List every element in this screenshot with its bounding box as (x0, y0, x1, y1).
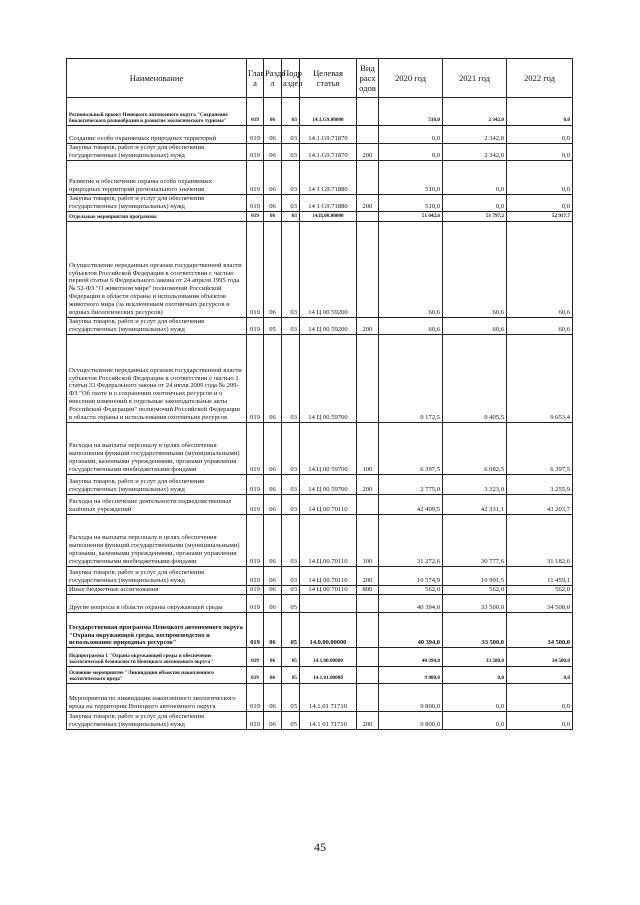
cell-y2020: 40 394,0 (379, 648, 443, 667)
header-podrazdel: Подр аздел (282, 59, 300, 98)
cell-y2020: 31 272,6 (379, 515, 443, 567)
cell-podrazdel: 03 (282, 98, 300, 126)
cell-y2020: 60,6 (379, 318, 443, 335)
cell-glava: 019 (247, 586, 264, 595)
table-row (67, 515, 573, 567)
page-number: 45 (314, 840, 326, 854)
cell-vid (357, 222, 379, 318)
cell-statya: 14.1.G9.71870 (300, 144, 357, 161)
cell-name: Осуществление переданных органам государственной власти субъектов Российской Федерации в соответствии с частью первой статьи 6 Федерального закона от 24 апреля 1995 года № 52-ФЗ "О животном мире" полномочий Российской Федерации в области охраны и использования объектов животного мира (за исключением охотничьих ресурсов и водных биологических ресурсов) (67, 222, 247, 318)
cell-razdel: 06 (264, 567, 282, 586)
cell-name: Государственная программа Ненецкого автономного округа "Охрана окружающей среды, воспроизводство и использование природных ресурсов" (67, 613, 247, 648)
header-razdel: Разде л (264, 59, 282, 98)
cell-y2022: 9 653,4 (507, 335, 573, 423)
cell-y2020: 562,0 (379, 586, 443, 595)
cell-glava: 019 (247, 335, 264, 423)
cell-y2022: 0,0 (507, 195, 573, 212)
cell-razdel: 06 (264, 667, 282, 684)
cell-razdel: 06 (264, 423, 282, 475)
cell-name: Региональный проект Ненецкого автономного округа "Сохранение биологического разнообразия и развитие экологического туризма" (67, 98, 247, 126)
cell-name: Закупка товаров, работ и услуг для обеспечения государственных (муниципальных) нужд (67, 475, 247, 495)
cell-y2022: 562,0 (507, 586, 573, 595)
cell-glava: 019 (247, 195, 264, 212)
cell-podrazdel: 03 (282, 144, 300, 161)
cell-vid (357, 495, 379, 515)
cell-y2020: 42 409,5 (379, 495, 443, 515)
cell-y2021: 0,0 (443, 684, 507, 712)
cell-y2022: 0,0 (507, 684, 573, 712)
cell-name: Основное мероприятие "Ликвидация объектов накопленного экологического вреда" (67, 667, 247, 684)
cell-y2022: 3 255,9 (507, 475, 573, 495)
cell-name: Отдельные мероприятия программы (67, 212, 247, 222)
table-row (67, 195, 573, 212)
cell-glava: 019 (247, 613, 264, 648)
cell-razdel: 06 (264, 475, 282, 495)
cell-razdel: 06 (264, 495, 282, 515)
cell-podrazdel: 03 (282, 212, 300, 222)
cell-name: Мероприятия по ликвидации накопленного экологического вреда на территории Ненецкого автономного округа (67, 684, 247, 712)
cell-statya: 14 Ц 00 59700 (300, 475, 357, 495)
cell-y2020: 0,0 (379, 144, 443, 161)
cell-vid (357, 98, 379, 126)
table-row (67, 712, 573, 730)
cell-y2021: 6 082,5 (443, 423, 507, 475)
cell-glava: 019 (247, 318, 264, 335)
cell-y2021: 562,0 (443, 586, 507, 595)
cell-podrazdel: 05 (282, 667, 300, 684)
cell-y2021: 60,6 (443, 318, 507, 335)
cell-statya: 14 Ц 00 59200 (300, 318, 357, 335)
table-row (67, 335, 573, 423)
cell-podrazdel: 03 (282, 495, 300, 515)
cell-y2022: 0,0 (507, 667, 573, 684)
cell-glava: 019 (247, 126, 264, 144)
header-2021: 2021 год (443, 59, 507, 98)
cell-statya (300, 595, 357, 613)
cell-razdel: 06 (264, 144, 282, 161)
cell-name: Закупка товаров, работ и услуг для обеспечения государственных (муниципальных) нужд (67, 195, 247, 212)
cell-statya: 14 1 G9.71880 (300, 161, 357, 195)
cell-glava: 019 (247, 567, 264, 586)
cell-name: Создание особо охраняемых природных территорий (67, 126, 247, 144)
cell-glava: 019 (247, 667, 264, 684)
cell-podrazdel: 03 (282, 222, 300, 318)
cell-podrazdel: 05 (282, 684, 300, 712)
cell-name: Развитие и обеспечение охраны особо охраняемых природных территорий регионального значения (67, 161, 247, 195)
table-row (67, 586, 573, 595)
cell-y2021: 33 500,0 (443, 613, 507, 648)
cell-statya: 14.Ц.00 59700 (300, 423, 357, 475)
cell-y2021: 60,6 (443, 222, 507, 318)
table-row (67, 126, 573, 144)
cell-y2020: 510,0 (379, 98, 443, 126)
cell-podrazdel: 03 (282, 161, 300, 195)
cell-vid (357, 684, 379, 712)
cell-y2020: 2 775,0 (379, 475, 443, 495)
cell-vid (357, 595, 379, 613)
cell-glava: 019 (247, 222, 264, 318)
table-row (67, 423, 573, 475)
cell-statya: 14 Ц 00 59200 (300, 222, 357, 318)
cell-y2022: 0,0 (507, 144, 573, 161)
cell-y2021: 0,0 (443, 161, 507, 195)
cell-vid: 200 (357, 567, 379, 586)
header-name: Наименование (67, 59, 247, 98)
cell-statya: 14 Ц 00 70110 (300, 495, 357, 515)
cell-glava: 019 (247, 98, 264, 126)
cell-vid (357, 126, 379, 144)
cell-razdel: 06 (264, 98, 282, 126)
cell-name: Другие вопросы в области охраны окружающей среды (67, 595, 247, 613)
cell-podrazdel: 05 (282, 595, 300, 613)
cell-razdel: 06 (264, 712, 282, 730)
cell-y2022: 31 182,6 (507, 515, 573, 567)
cell-y2022: 0,0 (507, 98, 573, 126)
cell-glava: 019 (247, 475, 264, 495)
table-row (67, 684, 573, 712)
cell-y2020: 51 642,6 (379, 212, 443, 222)
cell-y2020: 9 800,0 (379, 684, 443, 712)
cell-y2021: 3 323,0 (443, 475, 507, 495)
header-2020: 2020 год (379, 59, 443, 98)
cell-y2022: 0,0 (507, 161, 573, 195)
table-row (67, 475, 573, 495)
cell-y2021: 2 342,0 (443, 126, 507, 144)
header-statya: Целевая статья (300, 59, 357, 98)
header-vid: Вид расх одов (357, 59, 379, 98)
cell-y2020: 9 800,0 (379, 712, 443, 730)
cell-y2020: 0,0 (379, 126, 443, 144)
cell-razdel: 06 (264, 648, 282, 667)
cell-razdel: 06 (264, 161, 282, 195)
cell-statya: 14.1.G9.71870 (300, 126, 357, 144)
cell-y2021: 30 777,6 (443, 515, 507, 567)
cell-vid (357, 161, 379, 195)
table-row (67, 648, 573, 667)
cell-statya: 14 Ц 00.59700 (300, 335, 357, 423)
cell-y2022: 43 203,7 (507, 495, 573, 515)
cell-glava: 019 (247, 212, 264, 222)
table-row (67, 567, 573, 586)
cell-vid: 200 (357, 318, 379, 335)
cell-razdel: 05 (264, 318, 282, 335)
cell-glava: 019 (247, 648, 264, 667)
header-2022: 2022 год (507, 59, 573, 98)
cell-y2022: 34 500,0 (507, 595, 573, 613)
table-row (67, 98, 573, 126)
cell-y2021: 10 991,5 (443, 567, 507, 586)
cell-razdel: 06 (264, 126, 282, 144)
cell-glava: 019 (247, 144, 264, 161)
cell-y2022: 52 917,7 (507, 212, 573, 222)
cell-podrazdel: 03 (282, 318, 300, 335)
header-glava: Глав а (247, 59, 264, 98)
cell-y2021: 9 405,5 (443, 335, 507, 423)
cell-y2020: 40 394,0 (379, 595, 443, 613)
cell-vid: 200 (357, 712, 379, 730)
cell-razdel: 06 (264, 613, 282, 648)
cell-vid: 200 (357, 195, 379, 212)
table-row (67, 161, 573, 195)
cell-podrazdel: 05 (282, 613, 300, 648)
cell-statya: 14 Ц 00.70110 (300, 567, 357, 586)
cell-razdel: 06 (264, 586, 282, 595)
cell-glava: 019 (247, 495, 264, 515)
cell-y2022: 60,6 (507, 222, 573, 318)
cell-y2020: 9 172,5 (379, 335, 443, 423)
cell-y2022: 6 397,5 (507, 423, 573, 475)
cell-glava: 019 (247, 161, 264, 195)
cell-podrazdel: 05 (282, 712, 300, 730)
table-row (67, 144, 573, 161)
cell-name: Подпрограмма 1 "Охрана окружающей среды и обеспечение экологической безопасности Ненецкого автономного округа" (67, 648, 247, 667)
cell-y2020: 60,6 (379, 222, 443, 318)
cell-name: Закупка товаров, работ и услуг для обеспечения государственных (муниципальных) нужд (67, 712, 247, 730)
cell-statya: 14.Ц.00.70110 (300, 515, 357, 567)
budget-table (66, 58, 573, 730)
cell-y2021: 0,0 (443, 195, 507, 212)
cell-y2020: 10 574,9 (379, 567, 443, 586)
cell-y2022: 0,0 (507, 126, 573, 144)
cell-razdel: 06 (264, 212, 282, 222)
cell-razdel: 06 (264, 335, 282, 423)
cell-vid (357, 335, 379, 423)
cell-statya: 14 1 G9.71880 (300, 195, 357, 212)
cell-razdel: 06 (264, 222, 282, 318)
cell-y2021: 42 331,1 (443, 495, 507, 515)
table-row (67, 318, 573, 335)
cell-y2022: 34 500,0 (507, 613, 573, 648)
table-row (67, 495, 573, 515)
cell-statya: 14.1.00.00000 (300, 648, 357, 667)
cell-vid: 200 (357, 475, 379, 495)
cell-name: Осуществление переданных органам государственной власти субъектов Российской Федерации в соответствии с частью 1 статьи 33 Федерального закона от 24 июля 2009 года № 209-ФЗ "Об охоте и о сохранении охотничьих ресурсов и о внесении изменений в отдельные законодательные акты Российской Федерации" полномочий Российской Федерации в области охраны и использования охотничьих ресурсов (67, 335, 247, 423)
cell-y2021: 2 342,0 (443, 98, 507, 126)
cell-name: Расходы на выплаты персоналу в целях обеспечения выполнения функций государственными (муниципальными) органами, казенными учреждениями, органами управления государственными внебюджетными фондами (67, 423, 247, 475)
cell-statya: 14.1 01 71710 (300, 712, 357, 730)
cell-statya: 14.1.G9.00000 (300, 98, 357, 126)
cell-vid: 100 (357, 423, 379, 475)
cell-vid: 200 (357, 144, 379, 161)
cell-razdel: 06 (264, 684, 282, 712)
cell-glava: 019 (247, 423, 264, 475)
cell-name: Закупка товаров, работ и услуг для обеспечения государственных (муниципальных) нужд (67, 567, 247, 586)
cell-podrazdel: 03 (282, 126, 300, 144)
cell-y2020: 40 394,0 (379, 613, 443, 648)
cell-razdel: 06 (264, 595, 282, 613)
cell-name: Расходы на обеспечение деятельности подведомственных казённых учреждений (67, 495, 247, 515)
cell-name: Закупка товаров, работ и услуг для обеспечения государственных (муниципальных) нужд (67, 144, 247, 161)
cell-y2021: 33 500,0 (443, 648, 507, 667)
cell-podrazdel: 03 (282, 423, 300, 475)
cell-statya: 14.0.00.00000 (300, 613, 357, 648)
cell-y2022: 11 459,1 (507, 567, 573, 586)
cell-podrazdel: 03 (282, 475, 300, 495)
cell-glava: 019 (247, 712, 264, 730)
cell-podrazdel: 03 (282, 515, 300, 567)
cell-glava: 019 (247, 684, 264, 712)
cell-y2022: 34 500,0 (507, 648, 573, 667)
cell-glava: 019 (247, 595, 264, 613)
cell-statya: 14 Ц 00 70110 (300, 586, 357, 595)
cell-vid (357, 648, 379, 667)
cell-y2020: 9 800,0 (379, 667, 443, 684)
cell-glava: 019 (247, 515, 264, 567)
cell-podrazdel: 03 (282, 195, 300, 212)
table-row (67, 613, 573, 648)
cell-podrazdel: 03 (282, 586, 300, 595)
cell-y2021: 33 500,0 (443, 595, 507, 613)
table-row (67, 212, 573, 222)
cell-y2020: 6 397,5 (379, 423, 443, 475)
cell-y2022: 60,6 (507, 318, 573, 335)
cell-podrazdel: 03 (282, 335, 300, 423)
cell-razdel: 06 (264, 195, 282, 212)
cell-podrazdel: 05 (282, 648, 300, 667)
cell-y2020: 510,0 (379, 161, 443, 195)
cell-name: Иные бюджетные ассигнования (67, 586, 247, 595)
cell-y2021: 0,0 (443, 712, 507, 730)
cell-vid (357, 212, 379, 222)
table-header-row (67, 59, 573, 98)
cell-podrazdel: 03 (282, 567, 300, 586)
cell-name: Закупка товаров, работ и услуг для обеспечения государственных (муниципальных) нужд (67, 318, 247, 335)
cell-statya: 14.1.01.00000 (300, 667, 357, 684)
cell-vid: 100 (357, 515, 379, 567)
cell-y2021: 2 342,0 (443, 144, 507, 161)
cell-vid: 800 (357, 586, 379, 595)
cell-y2021: 51 797,2 (443, 212, 507, 222)
cell-vid (357, 613, 379, 648)
cell-name: Расходы на выплаты персоналу в целях обеспечения выполнения функций государственными (муниципальными) органами, казенными учреждениями, органами управления государственными внебюджетными фондами (67, 515, 247, 567)
cell-statya: 14.1.01 71710 (300, 684, 357, 712)
cell-statya: 14.Ц.00.00000 (300, 212, 357, 222)
table-row (67, 667, 573, 684)
cell-vid (357, 667, 379, 684)
cell-razdel: 06 (264, 515, 282, 567)
table-row (67, 222, 573, 318)
cell-y2020: 510,0 (379, 195, 443, 212)
cell-y2022: 0,0 (507, 712, 573, 730)
cell-y2021: 0,0 (443, 667, 507, 684)
table-row (67, 595, 573, 613)
